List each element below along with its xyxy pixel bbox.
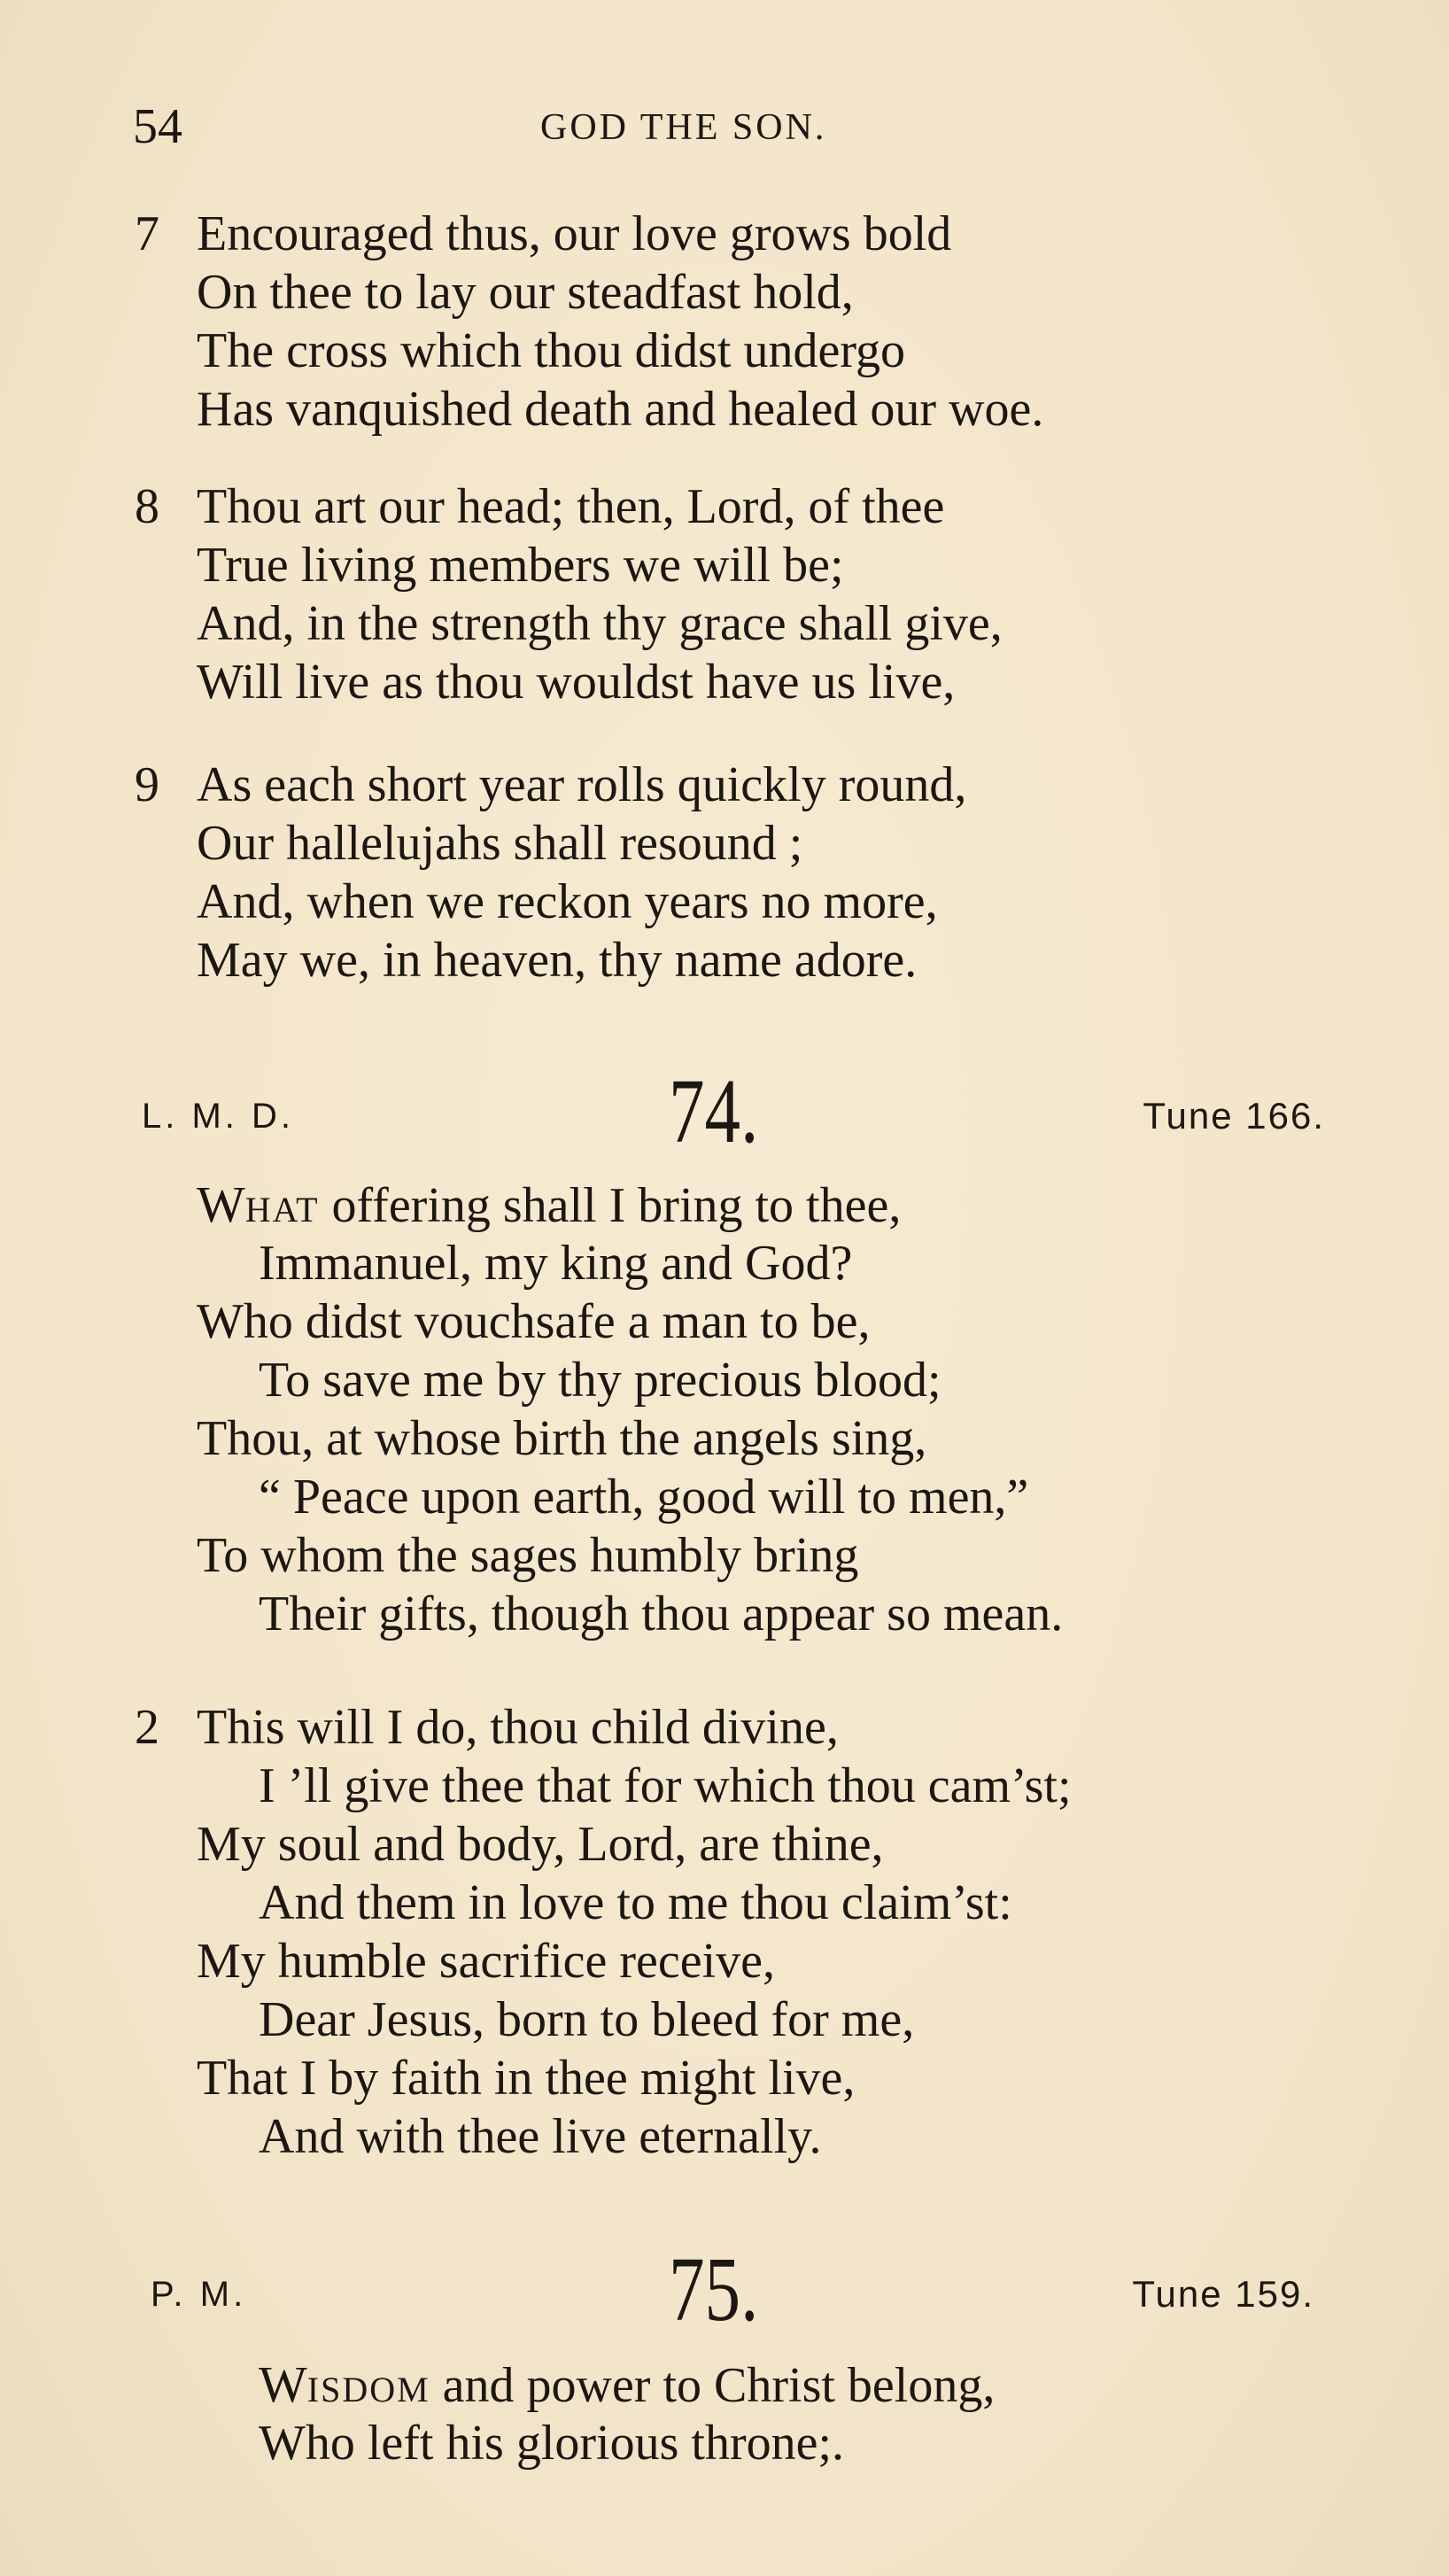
verse-line: True living members we will be; — [197, 538, 844, 593]
verse-line: Dear Jesus, born to bleed for me, — [259, 1992, 915, 2047]
verse-line: I ’ll give thee that for which thou cam’st; — [259, 1758, 1072, 1813]
running-title: GOD THE SON. — [540, 107, 827, 148]
verse-line: Thou, at whose birth the angels sing, — [197, 1411, 927, 1466]
verse-line-first — [259, 2356, 995, 2418]
hymn-number: 74. — [669, 1060, 759, 1162]
meter-label: P. M. — [151, 2275, 247, 2314]
hymn-number: 75. — [669, 2238, 759, 2340]
verse-line: Who didst vouchsafe a man to be, — [197, 1294, 871, 1349]
meter-label: L. M. D. — [142, 1097, 295, 1136]
verse-line: And, when we reckon years no more, — [197, 874, 938, 929]
verse-line: Has vanquished death and healed our woe. — [197, 382, 1044, 437]
verse-line: My humble sacrifice receive, — [197, 1934, 776, 1989]
verse-line: And, in the strength thy grace shall give, — [197, 596, 1003, 651]
verse-line: To save me by thy precious blood; — [259, 1353, 941, 1408]
verse-line: Their gifts, though thou appear so mean. — [259, 1587, 1064, 1641]
stanza-number: 7 — [135, 206, 159, 261]
page-header — [0, 96, 1449, 158]
verse-line: That I by faith in thee might live, — [197, 2051, 856, 2106]
verse-line: Thou art our head; then, Lord, of thee — [197, 479, 945, 534]
verse-line: “ Peace upon earth, good will to men,” — [259, 1470, 1029, 1525]
hymn-74-heading — [0, 1060, 1449, 1162]
line-remainder: offering shall I bring to thee, — [319, 1178, 902, 1233]
tune-reference: Tune 159. — [1132, 2273, 1314, 2315]
verse-line: To whom the sages humbly bring — [197, 1528, 859, 1583]
verse-line: My soul and body, Lord, are thine, — [197, 1817, 884, 1872]
small-caps-word: ISDOM — [306, 2370, 430, 2409]
page-number: 54 — [133, 99, 182, 154]
verse-line: May we, in heaven, thy name adore. — [197, 933, 918, 988]
verse-line: On thee to lay our steadfast hold, — [197, 265, 854, 320]
hymn-75-heading — [0, 2238, 1449, 2340]
stanza-number: 2 — [135, 1700, 159, 1755]
verse-line: This will I do, thou child divine, — [197, 1700, 839, 1755]
verse-line: Our hallelujahs shall resound ; — [197, 816, 803, 871]
verse-line-first — [197, 1176, 901, 1238]
verse-line: The cross which thou didst undergo — [197, 323, 905, 378]
verse-line: Encouraged thus, our love grows bold — [197, 206, 952, 261]
verse-line: Who left his glorious throne;. — [259, 2416, 845, 2471]
drop-initial: W — [259, 2355, 307, 2413]
verse-line: Will live as thou wouldst have us live, — [197, 655, 956, 710]
small-caps-word: HAT — [244, 1190, 320, 1230]
stanza-number: 9 — [135, 757, 159, 812]
verse-line: Immanuel, my king and God? — [259, 1236, 853, 1291]
stanza-number: 8 — [135, 479, 159, 534]
verse-line: And them in love to me thou claim’st: — [259, 1875, 1012, 1930]
verse-line: And with thee live eternally. — [259, 2109, 822, 2164]
drop-initial: W — [197, 1175, 245, 1233]
verse-line: As each short year rolls quickly round, — [197, 757, 967, 812]
line-remainder: and power to Christ belong, — [430, 2358, 996, 2413]
tune-reference: Tune 166. — [1143, 1095, 1325, 1137]
